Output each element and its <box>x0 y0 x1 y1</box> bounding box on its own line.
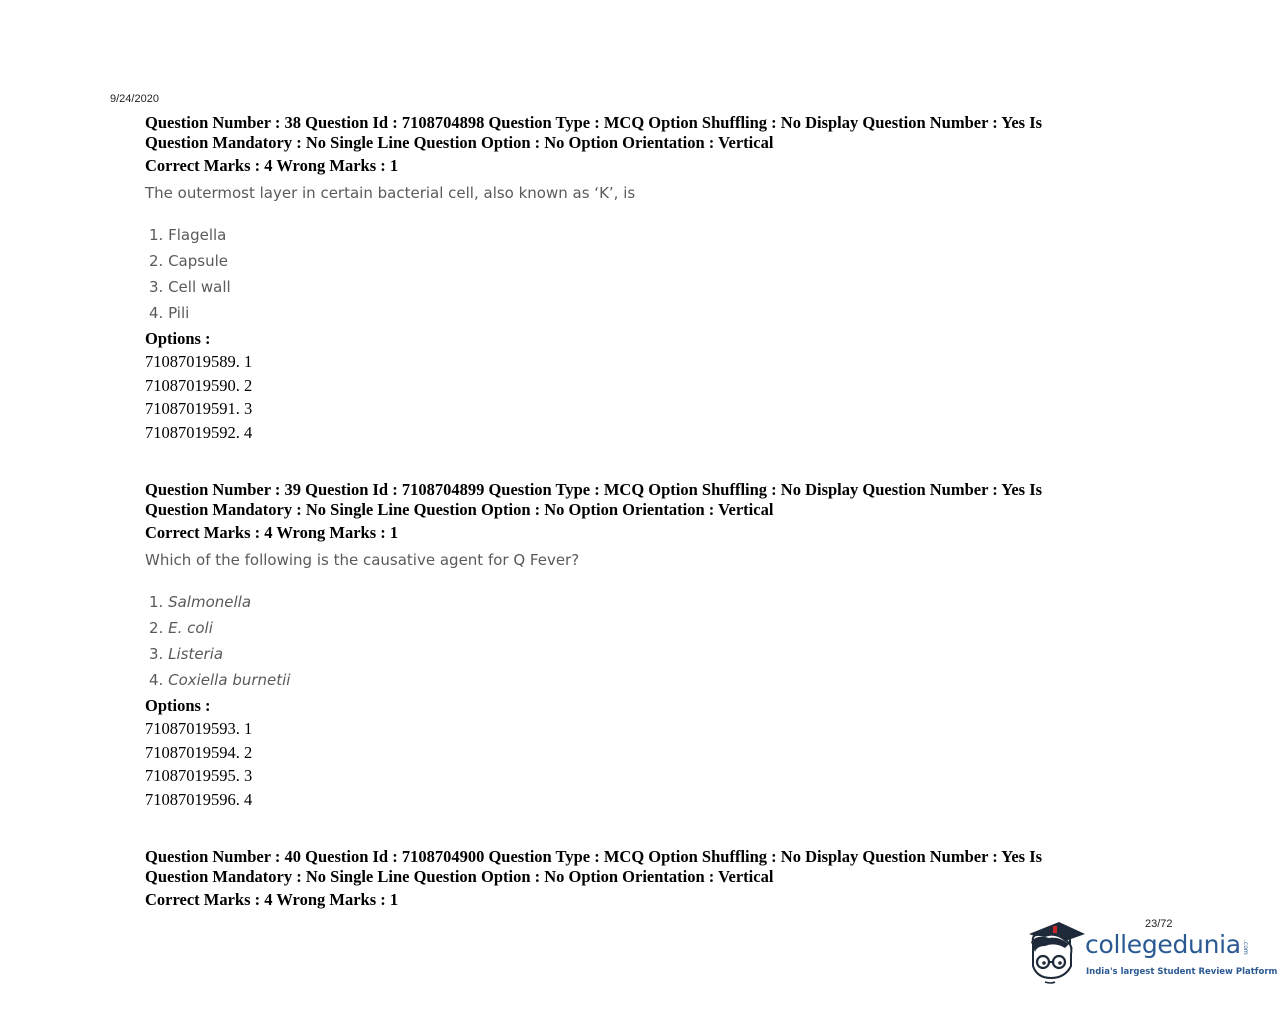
choice-item: 3. Cell wall <box>149 278 231 296</box>
option-id-item: 71087019594. 2 <box>145 742 253 762</box>
question-meta <box>145 847 1105 887</box>
question-meta-line2: Question Mandatory : No Single Line Question Option : No Option Orientation : Vertical <box>145 867 774 886</box>
option-id-item: 71087019589. 1 <box>145 352 253 371</box>
option-id-item: 71087019595. 3 <box>145 766 253 786</box>
question-meta <box>145 480 1105 520</box>
question-marks: Correct Marks : 4 Wrong Marks : 1 <box>145 890 399 909</box>
question-marks: Correct Marks : 4 Wrong Marks : 1 <box>145 156 399 175</box>
choice-item <box>149 589 1105 615</box>
option-id-item: 71087019591. 3 <box>145 399 253 419</box>
print-date: 9/24/2020 <box>110 93 159 105</box>
question-meta-line2: Question Mandatory : No Single Line Question Option : No Option Orientation : Vertical <box>145 133 774 152</box>
logo-wordmark: collegedunia <box>1085 930 1241 959</box>
logo-domain-suffix: .com <box>1242 940 1249 955</box>
question-meta-line1: Question Number : 40 Question Id : 7108704900 Question Type : MCQ Option Shuffling : No Display Question Number : Yes Is <box>145 847 1043 866</box>
question-meta-line2: Question Mandatory : No Single Line Question Option : No Option Orientation : Vertical <box>145 500 774 519</box>
choice-list <box>149 222 1105 326</box>
graduate-mascot-icon <box>1025 918 1087 988</box>
question-meta <box>145 113 1105 153</box>
choice-text: Salmonella <box>168 593 252 611</box>
options-heading: Options : <box>145 329 211 348</box>
choice-item <box>149 615 1105 641</box>
question-meta-line1: Question Number : 39 Question Id : 7108704899 Question Type : MCQ Option Shuffling : No Display Question Number : Yes Is <box>145 480 1043 499</box>
option-id-item: 71087019593. 1 <box>145 719 253 738</box>
choice-item: 2. Capsule <box>149 252 228 270</box>
question-39 <box>145 480 1105 812</box>
choice-text: Listeria <box>168 645 224 663</box>
question-meta-line1: Question Number : 38 Question Id : 7108704898 Question Type : MCQ Option Shuffling : No Display Question Number : Yes Is <box>145 113 1043 132</box>
choice-number: 4. <box>149 671 164 689</box>
choice-number: 1. <box>149 593 164 611</box>
option-id-list <box>145 350 1105 445</box>
option-id-item: 71087019590. 2 <box>145 375 253 395</box>
choice-list <box>149 589 1105 693</box>
page-number: 23/72 <box>1145 918 1173 930</box>
choice-item <box>149 667 1105 693</box>
collegedunia-logo[interactable] <box>1025 918 1278 988</box>
question-40 <box>145 847 1105 910</box>
options-heading: Options : <box>145 696 211 715</box>
choice-number: 2. <box>149 619 164 637</box>
option-id-item: 71087019592. 4 <box>145 423 253 443</box>
question-38 <box>145 113 1105 445</box>
question-marks: Correct Marks : 4 Wrong Marks : 1 <box>145 523 399 542</box>
option-id-item: 71087019596. 4 <box>145 790 253 810</box>
question-stem: The outermost layer in certain bacterial cell, also known as ‘K’, is <box>145 184 636 202</box>
logo-tagline: India's largest Student Review Platform <box>1086 967 1278 977</box>
choice-item: 4. Pili <box>149 304 190 322</box>
option-id-list <box>145 717 1105 812</box>
question-stem: Which of the following is the causative agent for Q Fever? <box>145 551 580 569</box>
choice-text: Coxiella burnetii <box>168 671 291 689</box>
choice-item <box>149 641 1105 667</box>
choice-number: 3. <box>149 645 164 663</box>
choice-item: 1. Flagella <box>149 226 227 244</box>
choice-text: E. coli <box>168 619 213 637</box>
